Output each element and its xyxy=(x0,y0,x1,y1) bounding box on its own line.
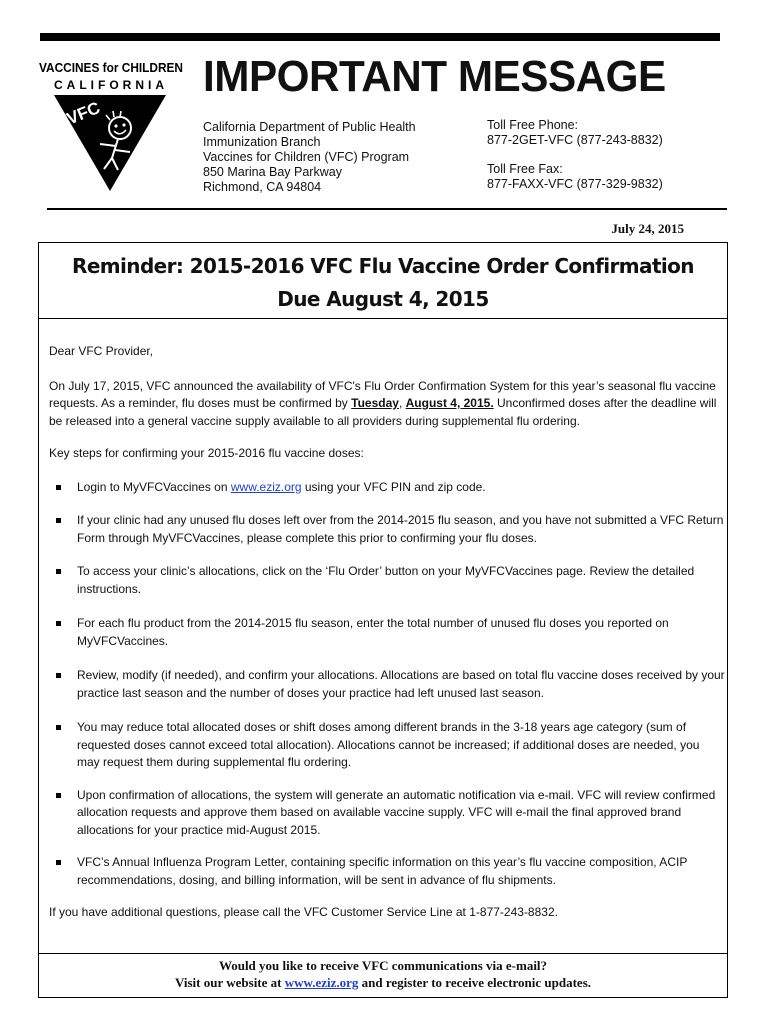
notice-box xyxy=(38,242,728,998)
footer-eziz-link[interactable]: www.eziz.org xyxy=(284,975,359,990)
bullet-icon xyxy=(56,621,61,626)
address-line: Vaccines for Children (VFC) Program xyxy=(203,150,410,164)
memo-date: July 24, 2015 xyxy=(611,221,684,236)
intro-comma: , xyxy=(398,396,406,410)
footer-box xyxy=(39,953,727,997)
step-text: using your VFC PIN and zip code. xyxy=(301,479,486,494)
bullet-icon xyxy=(56,569,61,574)
step-text: Review, modify (if needed), and confirm your allocations. Allocations are based on total flu vaccine doses received by your practice last season and the number of doses your practice had left unused last season. xyxy=(77,668,725,700)
address-block xyxy=(203,120,416,195)
step-text: To access your clinic’s allocations, click on the ‘Flu Order’ button on your MyVFCVaccines page. Review the detailed instructions. xyxy=(77,564,695,596)
list-item xyxy=(49,667,725,702)
intro-weekday: Tuesday xyxy=(351,396,399,410)
intro-paragraph xyxy=(49,378,725,431)
contact-block xyxy=(487,118,663,192)
step-text: Login to MyVFCVaccines on xyxy=(77,479,231,494)
list-item xyxy=(49,512,725,547)
step-text: Upon confirmation of allocations, the system will generate an automatic notification via e-mail. VFC will review confirmed allocation requests and approve them based on available vaccine supply. VFC will e-mail the final approved brand allocations for your practice mid-August 2015. xyxy=(77,787,716,837)
step-text: VFC’s Annual Influenza Program Letter, containing specific information on this year’s flu vaccine composition, ACIP recommendations, dosing, and billing information, will be sent in advance of flu shipments. xyxy=(77,855,688,887)
footer-text: Visit our website at xyxy=(174,975,285,990)
bullet-icon xyxy=(56,725,61,730)
bullet-icon xyxy=(56,793,61,798)
step-text: For each flu product from the 2014-2015 flu season, enter the total number of unused flu doses you reported on MyVFCVaccines. xyxy=(77,616,669,648)
svg-text:VACCINES for CHILDREN: VACCINES for CHILDREN xyxy=(39,61,183,75)
bullet-icon xyxy=(56,860,61,865)
svg-text:VFC: VFC xyxy=(64,98,103,129)
footer-line2 xyxy=(39,974,727,991)
fax-number: 877-FAXX-VFC (877-329-9832) xyxy=(487,177,663,191)
steps-list xyxy=(49,479,725,890)
phone-number: 877-2GET-VFC (877-243-8832) xyxy=(487,133,663,147)
step-text: You may reduce total allocated doses or shift doses among different brands in the 3-18 years age category (sum of requested doses cannot exceed total allocation). Allocations cannot be increased; if additional doses are needed, you may request them during supplemental flu ordering. xyxy=(77,720,700,769)
vfc-logo xyxy=(38,58,188,198)
header-rule xyxy=(47,208,727,210)
steps-intro: Key steps for confirming your 2015-2016 flu vaccine doses: xyxy=(49,446,364,460)
list-item xyxy=(49,563,725,598)
notice-heading-line2: Due August 4, 2015 xyxy=(277,287,489,311)
intro-text: On July 17, 2015, VFC announced the availability of VFC's Flu Order Confirmation System for this year’s seasonal flu vaccine requests. As a reminder, flu doses must be confirmed by xyxy=(49,378,716,410)
bullet-icon xyxy=(56,673,61,678)
address-line: Richmond, CA 94804 xyxy=(203,180,322,194)
list-item xyxy=(49,854,725,889)
bullet-icon xyxy=(56,485,61,490)
fax-label: Toll Free Fax: xyxy=(487,162,563,176)
footer-line1: Would you like to receive VFC communications via e-mail? xyxy=(218,958,548,973)
list-item xyxy=(49,787,725,840)
salutation: Dear VFC Provider, xyxy=(49,344,154,358)
step-text: If your clinic had any unused flu doses left over from the 2014-2015 flu season, and you have not submitted a VFC Return Form through MyVFCVaccines, please complete this prior to confirming your flu doses. xyxy=(77,513,724,545)
address-line: California Department of Public Health xyxy=(203,120,416,134)
notice-heading xyxy=(39,243,727,319)
top-rule xyxy=(40,33,720,41)
svg-text:CALIFORNIA: CALIFORNIA xyxy=(54,78,168,92)
eziz-link[interactable]: www.eziz.org xyxy=(230,479,302,494)
list-item xyxy=(49,719,725,772)
notice-body xyxy=(49,343,725,922)
address-line: Immunization Branch xyxy=(203,135,321,149)
page-title: IMPORTANT MESSAGE xyxy=(203,52,666,101)
footer-text-end: and register to receive electronic updates. xyxy=(358,975,592,990)
address-line: 850 Marina Bay Parkway xyxy=(203,165,342,179)
notice-heading-line1: Reminder: 2015-2016 VFC Flu Vaccine Order Confirmation xyxy=(72,254,694,278)
list-item xyxy=(49,615,725,650)
bullet-icon xyxy=(56,518,61,523)
intro-text-end: Unconfirmed doses after the deadline will be released into a general vaccine supply available to all providers during supplemental flu ordering. xyxy=(49,396,717,428)
intro-deadline: August 4, 2015. xyxy=(405,396,494,410)
phone-label: Toll Free Phone: xyxy=(487,118,579,132)
closing-line: If you have additional questions, please call the VFC Customer Service Line at 1-877-243-8832. xyxy=(49,905,558,919)
list-item xyxy=(49,479,725,497)
